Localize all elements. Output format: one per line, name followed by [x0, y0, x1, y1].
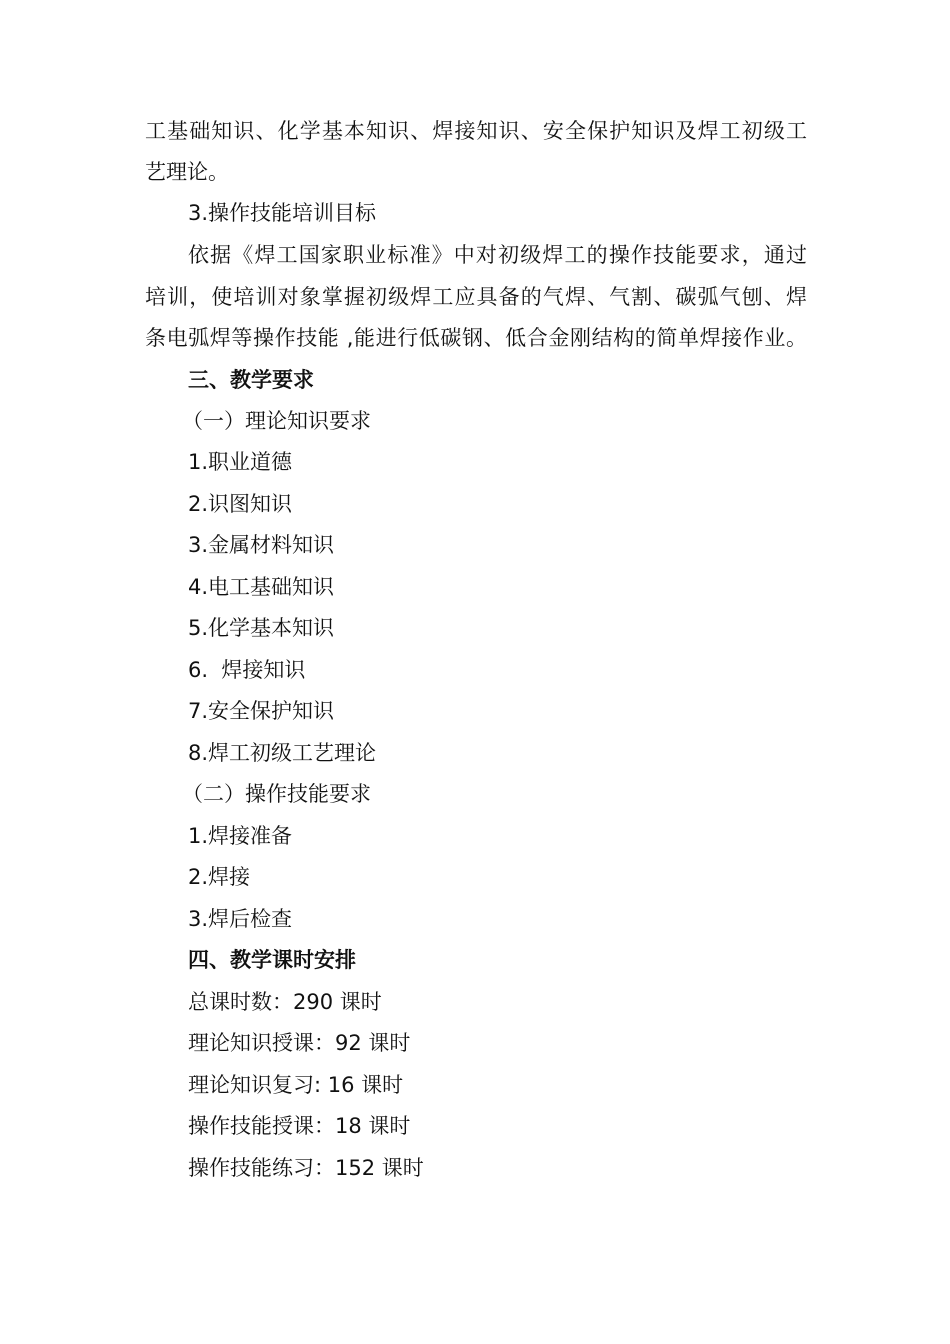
list-item: 操作技能练习：152 课时 [188, 1156, 424, 1180]
subsection-heading: 3.操作技能培训目标 [188, 201, 377, 225]
list-item: 2.识图知识 [188, 492, 293, 516]
paragraph-line: 条电弧焊等操作技能 ,能进行低碳钢、低合金刚结构的简单焊接作业。 [145, 326, 807, 350]
paragraph-line: 培训，使培训对象掌握初级焊工应具备的气焊、气割、碳弧气刨、焊 [145, 285, 807, 309]
list-item: 6. 焊接知识 [188, 658, 306, 682]
subsection-heading: （二）操作技能要求 [182, 782, 371, 806]
paragraph-line: 工基础知识、化学基本知识、焊接知识、安全保护知识及焊工初级工 [145, 119, 807, 143]
list-item: 总课时数：290 课时 [188, 990, 382, 1014]
paragraph-line: 艺理论。 [145, 160, 229, 184]
subsection-heading: （一）理论知识要求 [182, 409, 371, 433]
list-item: 2.焊接 [188, 865, 251, 889]
section-heading: 四、教学课时安排 [188, 948, 356, 972]
section-heading: 三、教学要求 [188, 368, 314, 392]
list-item: 操作技能授课：18 课时 [188, 1114, 411, 1138]
list-item: 7.安全保护知识 [188, 699, 335, 723]
list-item: 3.金属材料知识 [188, 533, 335, 557]
list-item: 8.焊工初级工艺理论 [188, 741, 377, 765]
list-item: 理论知识复习: 16 课时 [188, 1073, 404, 1097]
list-item: 1.焊接准备 [188, 824, 293, 848]
list-item: 4.电工基础知识 [188, 575, 335, 599]
list-item: 1.职业道德 [188, 450, 293, 474]
list-item: 理论知识授课：92 课时 [188, 1031, 411, 1055]
list-item: 5.化学基本知识 [188, 616, 335, 640]
list-item: 3.焊后检查 [188, 907, 293, 931]
paragraph-line: 依据《焊工国家职业标准》中对初级焊工的操作技能要求，通过 [188, 243, 807, 267]
